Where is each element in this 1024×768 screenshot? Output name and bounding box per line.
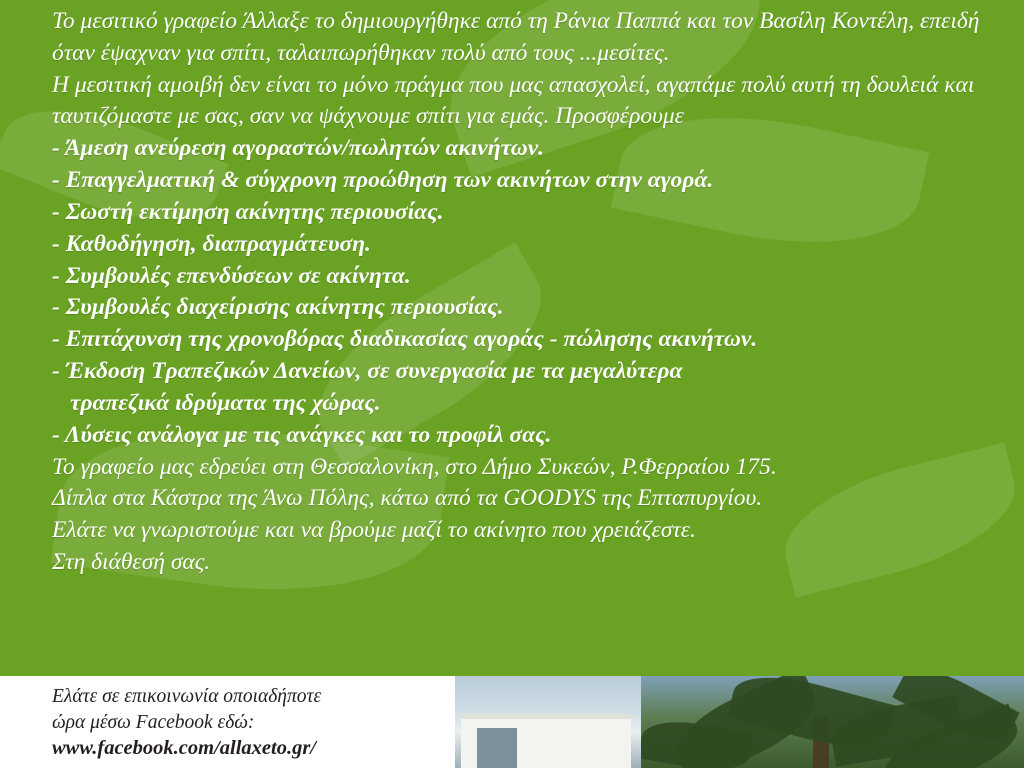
service-bullet [52,324,994,356]
service-bullet [52,356,994,420]
closing-line: Ελάτε να γνωριστούμε και να βρούμε μαζί το ακίνητο που χρειάζεστε. [52,517,696,544]
contact-line-1: Ελάτε σε επικοινωνία οποιαδήποτε [52,686,322,707]
service-bullet-text: - Έκδοση Τραπεζικών Δανείων, σε συνεργασία με τα μεγαλύτερα [52,358,683,385]
intro-paragraph-1: Το μεσιτικό γραφείο Άλλαξε το δημιουργήθηκε από τη Ράνια Παππά και τον Βασίλη Κοντέλη, επειδή όταν έψαχναν για σπίτι, ταλαιπωρήθηκαν πολύ από τους ...μεσίτες. [52,8,980,66]
service-bullet [52,165,994,197]
service-bullet-text: - Καθοδήγηση, διαπραγμάτευση. [52,230,371,257]
service-bullet-text: - Σωστή εκτίμηση ακίνητης περιουσίας. [52,198,444,225]
intro-paragraph-2: Η μεσιτική αμοιβή δεν είναι το μόνο πράγμα που μας απασχολεί, αγαπάμε πολύ αυτή τη δουλειά και ταυτιζόμαστε με σας, σαν να ψάχνουμε σπίτι για εμάς. Προσφέρουμε [52,71,975,130]
service-bullet [52,292,994,324]
closing-line: Στη διάθεσή σας. [52,549,211,576]
contact-line-2: ώρα μέσω Facebook εδώ: [52,711,255,733]
service-bullet-text: - Επιτάχυνση της χρονοβόρας διαδικασίας αγοράς - πώλησης ακινήτων. [52,326,758,353]
service-bullet-text: - Άμεση ανεύρεση αγοραστών/πωλητών ακινήτων. [52,135,545,162]
service-bullet-text: - Λύσεις ανάλογα με τις ανάγκες και το προφίλ σας. [52,421,552,448]
service-bullet-text-continued: τραπεζικά ιδρύματα της χώρας. [70,389,381,416]
service-bullet [52,261,994,293]
service-bullet [52,420,994,452]
service-bullet-text: - Συμβουλές διαχείρισης ακίνητης περιουσίας. [52,294,504,321]
building-photo [455,676,641,768]
closing-line: Δίπλα στα Κάστρα της Άνω Πόλης, κάτω από τα GOODYS της Επταπυργίου. [52,485,763,512]
service-bullet [52,229,994,261]
service-bullet [52,197,994,229]
footer-bar [0,676,1024,768]
closing-line: Το γραφείο μας εδρεύει στη Θεσσαλονίκη, στο Δήμο Συκεών, Ρ.Φερραίου 175. [52,453,777,480]
contact-block [52,684,452,763]
facebook-url-link[interactable]: www.facebook.com/allaxeto.gr/ [52,737,317,760]
service-bullet-text: - Συμβουλές επενδύσεων σε ακίνητα. [52,262,411,289]
photo-collage [455,676,1024,768]
palm-trees-photo [641,676,1024,768]
service-bullet [52,133,994,165]
service-bullet-text: - Επαγγελματική & σύγχρονη προώθηση των ακινήτων στην αγορά. [52,167,714,194]
